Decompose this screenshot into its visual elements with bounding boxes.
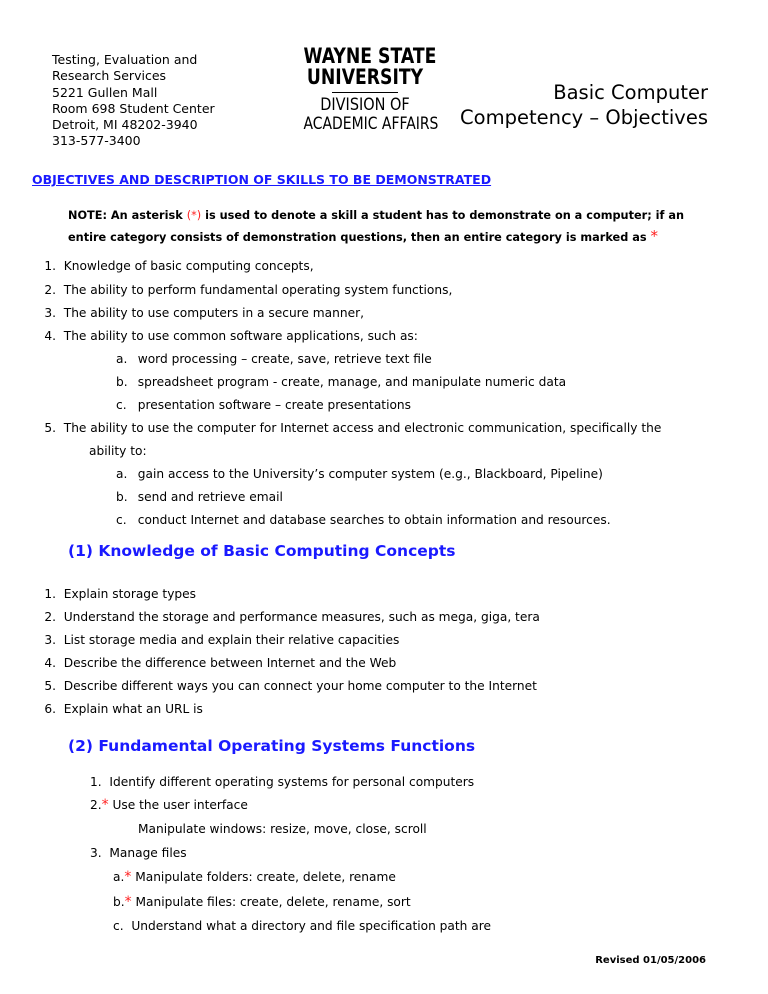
list-letter: c. [116, 513, 127, 527]
document-title [460, 80, 708, 130]
note-paragraph [68, 206, 708, 248]
list-text: word processing – create, save, retrieve text file [137, 352, 432, 366]
list-item [90, 774, 474, 790]
list-number: 1. [44, 587, 56, 601]
asterisk-marker: (*) [186, 209, 202, 222]
list-letter: a. [113, 870, 125, 884]
logo-line-4: ACADEMIC AFFAIRS [303, 114, 439, 134]
title-line-2: Competency – Objectives [460, 106, 708, 129]
list-letter: a. [116, 352, 128, 366]
list-text: spreadsheet program - create, manage, and manipulate numeric data [137, 375, 567, 389]
list-item-continuation: ability to: [89, 444, 147, 458]
list-letter: b. [116, 490, 128, 504]
list-item [90, 845, 187, 861]
list-text: Knowledge of basic computing concepts, [63, 259, 314, 273]
list-text: conduct Internet and database searches to obtain information and resources. [137, 513, 611, 527]
list-text: The ability to use common software applications, such as: [63, 329, 418, 343]
list-letter: c. [116, 398, 127, 412]
list-text: send and retrieve email [137, 490, 283, 504]
list-item [32, 586, 196, 602]
list-number: 4. [44, 656, 56, 670]
sub-list-item [116, 489, 283, 505]
list-text: Manipulate folders: create, delete, rename [135, 870, 396, 884]
list-text: Manage files [109, 846, 187, 860]
list-letter: a. [116, 467, 128, 481]
list-number: 3. [90, 846, 102, 860]
logo-rule [332, 92, 398, 93]
list-text: The ability to use the computer for Internet access and electronic communication, specifically the [63, 421, 662, 435]
sub-list-item [113, 894, 411, 910]
revised-date: Revised 01/05/2006 [595, 955, 706, 966]
list-text: Understand what a directory and file specification path are [131, 919, 491, 933]
section-heading-1: (1) Knowledge of Basic Computing Concepts [68, 542, 456, 560]
list-item [90, 797, 248, 813]
list-text: Manipulate files: create, delete, rename, sort [135, 895, 411, 909]
asterisk-symbol: * [650, 227, 659, 245]
address-block [52, 52, 215, 150]
section-heading-2: (2) Fundamental Operating Systems Functions [68, 737, 476, 755]
list-number: 2. [44, 283, 56, 297]
demonstration-star: * [124, 869, 132, 885]
list-number: 1. [90, 775, 102, 789]
address-line: 5221 Gullen Mall [52, 84, 158, 100]
address-line: Research Services [52, 68, 167, 84]
list-item [32, 282, 452, 298]
list-number: 2. [44, 610, 56, 624]
list-text: presentation software – create presentations [137, 398, 411, 412]
sub-list-item [116, 374, 566, 390]
list-number: 3. [44, 633, 56, 647]
list-item [32, 632, 399, 648]
list-item-detail: Manipulate windows: resize, move, close, scroll [138, 822, 427, 836]
list-number: 4. [44, 329, 56, 343]
logo-line-1: WAYNE STATE [303, 44, 437, 68]
list-number: 1. [44, 259, 56, 273]
list-item [32, 609, 540, 625]
list-text: The ability to use computers in a secure manner, [63, 306, 364, 320]
sub-list-item [116, 351, 432, 367]
sub-list-item [116, 512, 611, 528]
demonstration-star: * [124, 894, 132, 910]
list-text: Identify different operating systems for personal computers [109, 775, 475, 789]
objectives-heading: OBJECTIVES AND DESCRIPTION OF SKILLS TO BE DEMONSTRATED [32, 172, 492, 187]
note-prefix: NOTE: An asterisk [68, 209, 187, 222]
demonstration-star: * [101, 797, 109, 813]
address-line: 313-577-3400 [52, 133, 141, 149]
list-number: 5. [44, 679, 56, 693]
note-body: is used to denote a skill a student has to demonstrate on a computer; if an entire category consists of demonstration questions, then an entire category is marked as [68, 209, 685, 244]
sub-list-item [116, 397, 411, 413]
list-item [32, 655, 396, 671]
list-item [32, 305, 364, 321]
address-line: Room 698 Student Center [52, 100, 215, 116]
list-number: 2. [90, 798, 102, 812]
list-item [32, 678, 537, 694]
list-text: gain access to the University’s computer system (e.g., Blackboard, Pipeline) [137, 467, 603, 481]
list-item [32, 328, 418, 344]
list-letter: c. [113, 919, 124, 933]
list-item [32, 701, 203, 717]
list-item [32, 420, 661, 436]
list-text: The ability to perform fundamental operating system functions, [63, 283, 453, 297]
list-text: Explain storage types [63, 587, 196, 601]
list-letter: b. [113, 895, 125, 909]
list-letter: b. [116, 375, 128, 389]
list-text: Understand the storage and performance measures, such as mega, giga, tera [63, 610, 540, 624]
list-number: 6. [44, 702, 56, 716]
sub-list-item [113, 869, 396, 885]
logo-line-2: UNIVERSITY [306, 65, 424, 89]
list-text: Explain what an URL is [63, 702, 203, 716]
list-text: Use the user interface [112, 798, 248, 812]
university-logo [290, 46, 440, 134]
list-text: Describe different ways you can connect your home computer to the Internet [63, 679, 537, 693]
logo-line-3: DIVISION OF [320, 95, 410, 115]
list-number: 3. [44, 306, 56, 320]
list-item [32, 258, 314, 274]
sub-list-item [113, 918, 491, 934]
list-text: Describe the difference between Internet and the Web [63, 656, 397, 670]
address-line: Detroit, MI 48202-3940 [52, 117, 198, 133]
sub-list-item [116, 466, 603, 482]
address-line: Testing, Evaluation and [52, 52, 198, 67]
list-number: 5. [44, 421, 56, 435]
title-line-1: Basic Computer [553, 81, 708, 104]
list-text: List storage media and explain their relative capacities [63, 633, 400, 647]
